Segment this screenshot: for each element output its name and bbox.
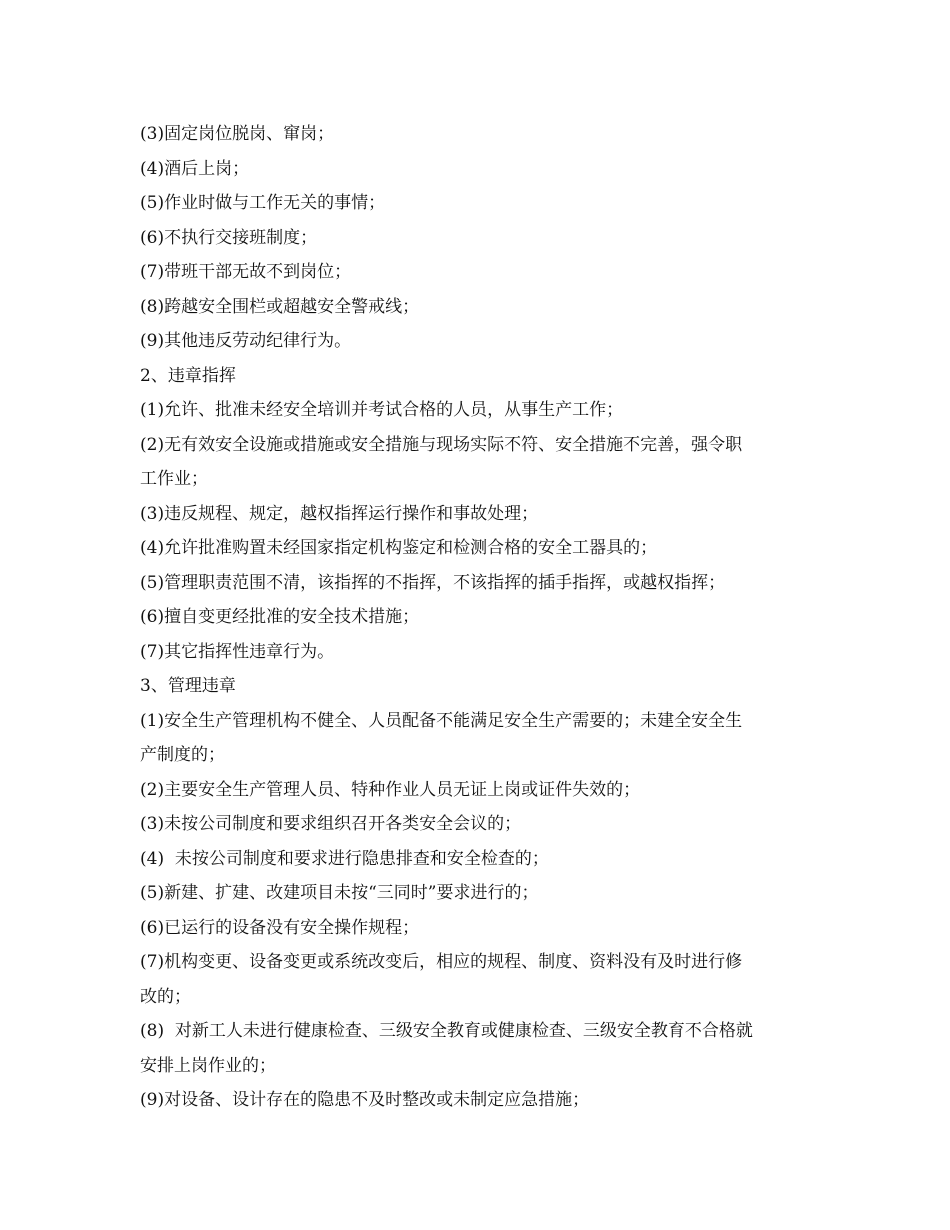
- text-line: (7)其它指挥性违章行为。: [140, 641, 335, 662]
- text-line: 工作业；: [140, 469, 208, 489]
- text-line: (2)主要安全生产管理人员、特种作业人员无证上岗或证件失效的；: [140, 779, 641, 800]
- text-line: 产制度的；: [140, 745, 225, 765]
- text-line: (6)不执行交接班制度；: [140, 227, 318, 248]
- text-line: (5)作业时做与工作无关的事情；: [140, 193, 386, 213]
- text-line: 改的；: [140, 986, 191, 1007]
- text-line: (1)安全生产管理机构不健全、人员配备不能满足安全生产需要的；未建全安全生: [140, 710, 743, 731]
- text-line: (7)机构变更、设备变更或系统改变后，相应的规程、制度、资料没有及时进行修: [140, 952, 743, 972]
- text-line: (4)酒后上岗；: [140, 158, 250, 179]
- document-body: [140, 117, 820, 1118]
- text-line: (6)已运行的设备没有安全操作规程；: [140, 917, 420, 938]
- text-line: (3)违反规程、规定，越权指挥运行操作和事故处理；: [140, 503, 539, 524]
- text-line: (9)其他违反劳动纪律行为。: [140, 331, 352, 351]
- text-line: (1)允许、批准未经安全培训并考试合格的人员，从事生产工作；: [140, 400, 624, 420]
- text-line: (6)擅自变更经批准的安全技术措施；: [140, 607, 420, 627]
- text-line: (2)无有效安全设施或措施或安全措施与现场实际不符、安全措施不完善，强令职: [140, 434, 743, 455]
- text-line: (3)固定岗位脱岗、窜岗；: [140, 124, 335, 144]
- text-line: (5)新建、扩建、改建项目未按“三同时”要求进行的；: [140, 883, 539, 903]
- text-line: 3、管理违章: [140, 676, 236, 696]
- text-line: (4)允许批准购置未经国家指定机构鉴定和检测合格的安全工器具的；: [140, 538, 658, 558]
- text-line: (3)未按公司制度和要求组织召开各类安全会议的；: [140, 814, 522, 834]
- text-line: (8) 对新工人未进行健康检查、三级安全教育或健康检查、三级安全教育不合格就: [140, 1021, 753, 1041]
- text-line: (9)对设备、设计存在的隐患不及时整改或未制定应急措施；: [140, 1090, 590, 1110]
- text-line: (7)带班干部无故不到岗位；: [140, 262, 352, 282]
- text-line: 安排上岗作业的；: [140, 1055, 276, 1076]
- text-line: (4) 未按公司制度和要求进行隐患排查和安全检查的；: [140, 848, 549, 869]
- text-line: (8)跨越安全围栏或超越安全警戒线；: [140, 296, 420, 317]
- text-line: (5)管理职责范围不清，该指挥的不指挥，不该指挥的插手指挥，或越权指挥；: [140, 572, 726, 593]
- text-line: 2、违章指挥: [140, 365, 236, 386]
